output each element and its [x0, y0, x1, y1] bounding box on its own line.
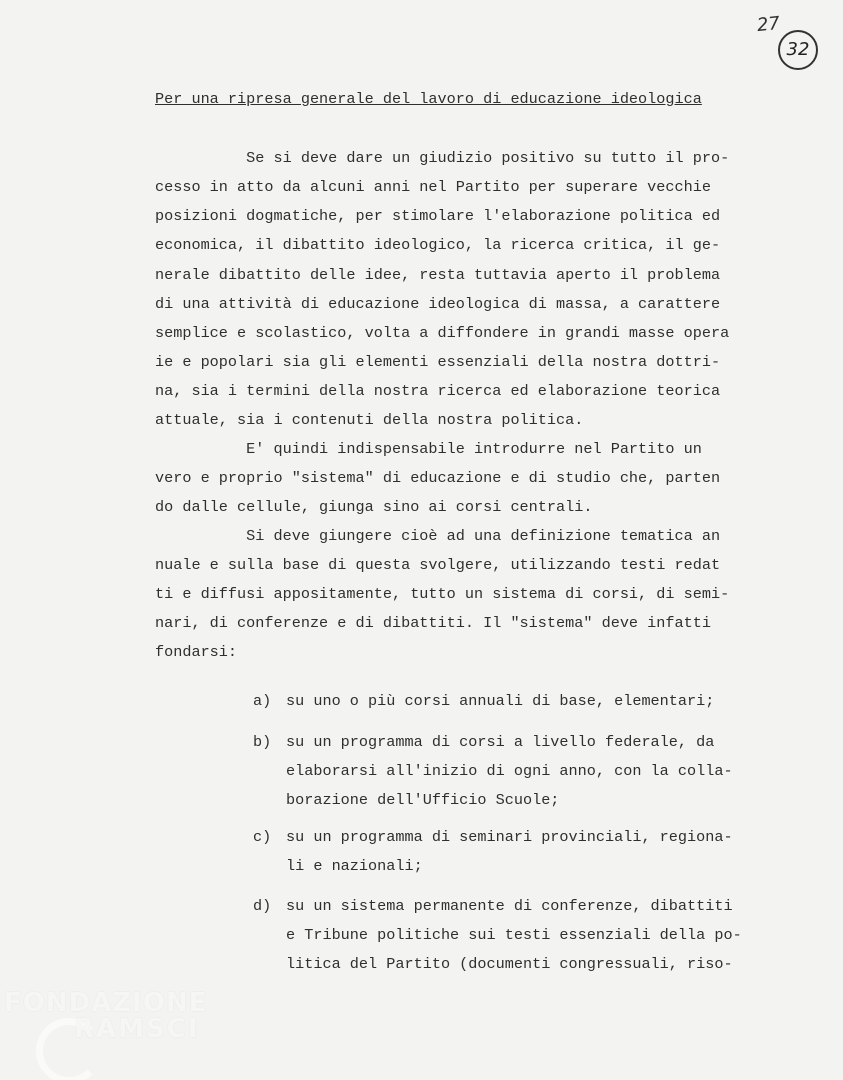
paragraph-line: posizioni dogmatiche, per stimolare l'elaborazione politica ed [155, 207, 721, 225]
document-title: Per una ripresa generale del lavoro di educazione ideologica [155, 90, 702, 108]
list-item-line: e Tribune politiche sui testi essenziali della po- [286, 926, 742, 944]
handwritten-page-number: 27 [755, 12, 781, 37]
list-item-line: elaborarsi all'inizio di ogni anno, con la colla- [286, 762, 733, 780]
paragraph-line: E' quindi indispensabile introdurre nel Partito un [155, 440, 702, 458]
list-item-line: li e nazionali; [286, 857, 423, 875]
paragraph-line: vero e proprio "sistema" di educazione e di studio che, parten [155, 469, 721, 487]
paragraph-line: cesso in atto da alcuni anni nel Partito per superare vecchie [155, 178, 711, 196]
paragraph-line: semplice e scolastico, volta a diffondere in grandi masse opera [155, 324, 730, 342]
paragraph-line: fondarsi: [155, 643, 238, 661]
paragraph-line: attuale, sia i contenuti della nostra politica. [155, 411, 584, 429]
list-item-line: su uno o più corsi annuali di base, elementari; [286, 692, 715, 710]
paragraph-line: do dalle cellule, giunga sino ai corsi centrali. [155, 498, 593, 516]
list-item-line: su un programma di corsi a livello federale, da [286, 733, 715, 751]
paragraph-line: nuale e sulla base di questa svolgere, utilizzando testi redat [155, 556, 721, 574]
paragraph-line: di una attività di educazione ideologica di massa, a carattere [155, 295, 721, 313]
list-item-line: su un programma di seminari provinciali, regiona- [286, 828, 733, 846]
paragraph-line: nerale dibattito delle idee, resta tuttavia aperto il problema [155, 266, 721, 284]
list-item-label: c) [253, 828, 272, 846]
list-item-label: a) [253, 692, 272, 710]
list-item-line: borazione dell'Ufficio Scuole; [286, 791, 560, 809]
paragraph-line: na, sia i termini della nostra ricerca ed elaborazione teorica [155, 382, 721, 400]
circled-page-number: 32 [778, 30, 818, 70]
list-item-line: su un sistema permanente di conferenze, dibattiti [286, 897, 733, 915]
watermark-line2: RAMSCI [74, 1014, 200, 1044]
list-item-label: b) [253, 733, 272, 751]
watermark [4, 988, 207, 1044]
list-item-label: d) [253, 897, 272, 915]
paragraph-line: ti e diffusi appositamente, tutto un sistema di corsi, di semi- [155, 585, 730, 603]
paragraph-line: Si deve giungere cioè ad una definizione tematica an [155, 527, 721, 545]
paragraph-line: nari, di conferenze e di dibattiti. Il "sistema" deve infatti [155, 614, 711, 632]
paragraph-line: Se si deve dare un giudizio positivo su tutto il pro- [155, 149, 730, 167]
paragraph-line: economica, il dibattito ideologico, la ricerca critica, il ge- [155, 236, 721, 254]
watermark-line1: FONDAZIONE [4, 988, 208, 1018]
list-item-line: litica del Partito (documenti congressuali, riso- [286, 955, 733, 973]
paragraph-line: ie e popolari sia gli elementi essenziali della nostra dottri- [155, 353, 721, 371]
